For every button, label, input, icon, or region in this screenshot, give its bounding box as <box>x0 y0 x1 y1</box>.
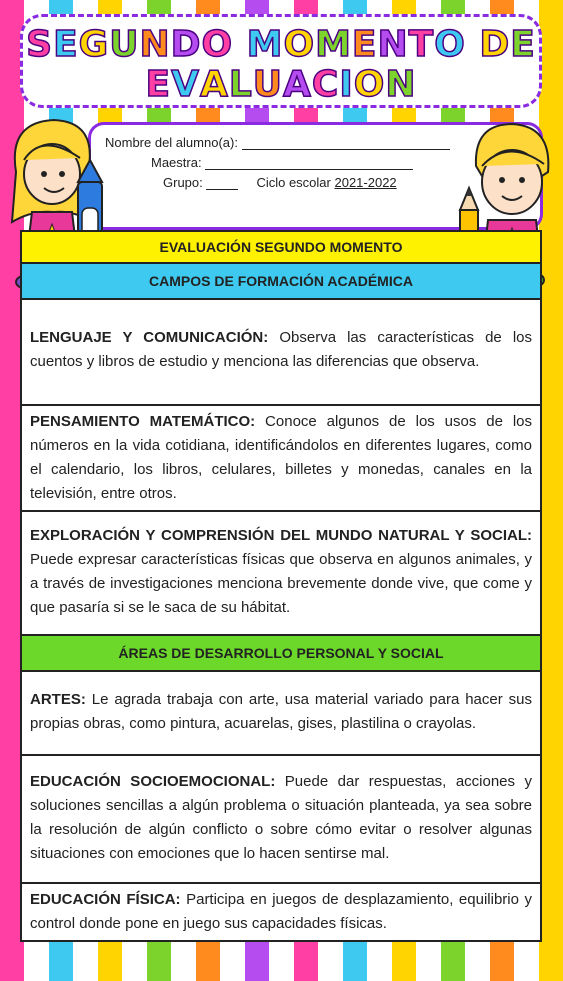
evaluation-header-text: EVALUACIÓN SEGUNDO MOMENTO <box>159 239 403 255</box>
title-letter: N <box>385 64 417 105</box>
personal-areas-bar <box>22 636 540 672</box>
title-letter: T <box>408 24 435 65</box>
school-year-value: 2021-2022 <box>334 175 397 190</box>
section-lenguaje <box>22 300 540 406</box>
teacher-field[interactable] <box>205 155 413 170</box>
group-field[interactable] <box>206 175 238 190</box>
evaluation-card <box>20 230 542 942</box>
evaluation-header-bar <box>22 232 540 264</box>
title-letter: U <box>252 64 284 105</box>
section-heading: ARTES: <box>30 691 86 708</box>
academic-fields-text: CAMPOS DE FORMACIÓN ACADÉMICA <box>149 273 413 289</box>
section-pensamiento <box>22 406 540 512</box>
title-line-1 <box>23 25 539 65</box>
section-heading: EDUCACIÓN SOCIOEMOCIONAL: <box>30 773 276 790</box>
title-letter: C <box>311 64 340 105</box>
teacher-row <box>151 155 413 170</box>
title-line-2 <box>23 65 539 105</box>
section-socioemocional <box>22 756 540 884</box>
section-text: Observa las características de los cuentos y libros de estudio y menciona las diferencias que observa. <box>30 329 533 370</box>
title-letter: D <box>479 24 511 65</box>
group-row <box>163 175 397 190</box>
title-letter: D <box>170 24 202 65</box>
title-letter <box>466 25 480 65</box>
title-letter: M <box>246 24 284 65</box>
section-text: Puede expresar características físicas que observa en algunos animales, y a través de investigaciones menciona brevemente donde vive, que come y que pasaría si se le saca de su hábitat. <box>30 551 532 616</box>
title-letter: U <box>109 24 140 65</box>
title-banner <box>20 14 542 108</box>
title-letter: N <box>377 24 409 65</box>
academic-fields-bar <box>22 264 540 300</box>
section-heading: EXPLORACIÓN Y COMPRENSIÓN DEL MUNDO NATURAL Y SOCIAL: <box>30 527 532 544</box>
title-letter: S <box>26 24 54 65</box>
section-text: Puede dar respuestas, acciones y soluciones sencillas a algún problema o situación planteada, ya sea sobre la resolución de algún conflicto o sobre cómo evitar o resolver algunas situaciones con emociones que lo hacen sentirse mal. <box>30 773 533 862</box>
section-heading: EDUCACIÓN FÍSICA: <box>30 891 181 908</box>
title-letter: A <box>199 64 229 105</box>
section-artes <box>22 672 540 756</box>
title-letter: O <box>283 24 316 65</box>
student-name-field[interactable] <box>242 135 450 150</box>
personal-areas-text: ÁREAS DE DESARROLLO PERSONAL Y SOCIAL <box>118 645 444 661</box>
section-heading: LENGUAJE Y COMUNICACIÓN: <box>30 329 269 346</box>
school-year-label: Ciclo escolar <box>256 175 331 190</box>
section-text: Participa en juegos de desplazamiento, equilibrio y control donde pone en juego sus capacidades físicas. <box>30 891 533 932</box>
section-exploracion <box>22 512 540 636</box>
section-text: Le agrada trabaja con arte, usa material variado para hacer sus propias obras, como pintura, acuarelas, gises, plastilina o crayolas. <box>30 691 532 732</box>
title-letter: O <box>353 64 386 105</box>
section-heading: PENSAMIENTO MATEMÁTICO: <box>30 413 256 430</box>
student-name-row <box>105 135 450 150</box>
title-letter: E <box>145 64 172 105</box>
title-letter: E <box>351 24 378 65</box>
title-letter: N <box>139 24 171 65</box>
title-letter: V <box>171 64 200 105</box>
title-letter: I <box>339 64 354 105</box>
title-letter: M <box>315 24 352 65</box>
title-letter <box>233 25 247 65</box>
title-letter: G <box>78 24 110 65</box>
title-letter: E <box>510 24 536 65</box>
group-label: Grupo: <box>163 175 203 190</box>
title-letter: E <box>53 24 79 65</box>
title-letter: O <box>201 24 234 65</box>
title-letter: O <box>434 24 466 65</box>
title-letter: A <box>283 64 312 105</box>
section-text: Conoce algunos de los usos de los números en la vida cotidiana, identificándolos en diferentes lugares, como el calendario, los libros, celulares, billetes y monedas, canales en la televisión, entre otros. <box>30 413 532 502</box>
section-educacion-fisica <box>22 884 540 940</box>
title-letter: L <box>228 64 253 105</box>
teacher-label: Maestra: <box>151 155 202 170</box>
student-name-label: Nombre del alumno(a): <box>105 135 238 150</box>
